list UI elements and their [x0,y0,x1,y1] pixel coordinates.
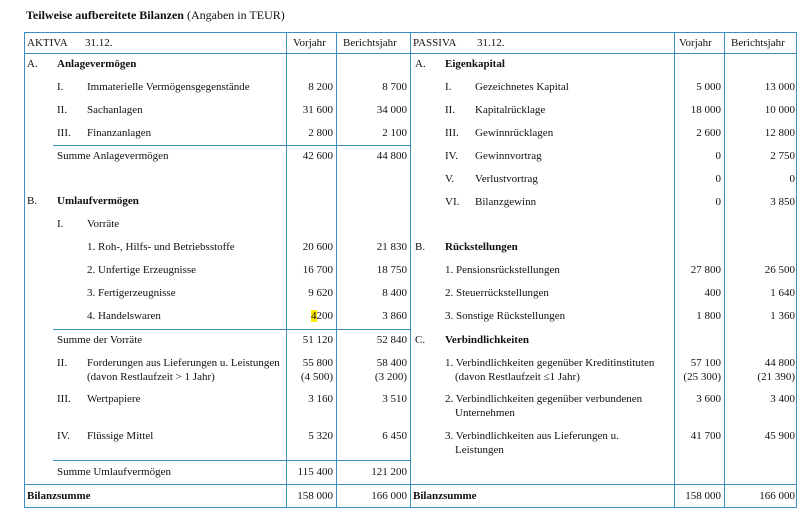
aktiva-wp-label: Wertpapiere [87,393,141,405]
passiva-vb1-prev1: 57 100 [690,357,721,369]
sum-uv-divider [53,460,410,461]
passiva-ek1-label: Gezeichnetes Kapital [475,81,569,93]
aktiva-v2-label: 2. Unfertige Erzeugnisse [87,264,197,276]
passiva-header-date: 31.12. [477,37,505,49]
passiva-rs3-prev: 1 800 [696,310,721,322]
aktiva-ford-prev1: 55 800 [302,357,333,369]
passiva-header-label: PASSIVA [413,37,457,49]
passiva-sec-a-letter: A. [415,58,426,70]
aktiva-v4-prev-rest: 200 [316,310,333,322]
passiva-vb3-label2: Leistungen [455,444,504,456]
aktiva-sec-b-name: Umlaufvermögen [57,195,139,207]
passiva-ek6-curr: 3 850 [770,196,795,208]
passiva-rs2-curr: 1 640 [770,287,795,299]
passiva-ek2-num: II. [445,104,456,116]
aktiva-sec-a-name: Anlagevermögen [57,58,137,70]
passiva-ek3-prev: 2 600 [696,127,721,139]
passiva-ek3-label: Gewinnrücklagen [475,127,554,139]
passiva-rs2-prev: 400 [704,287,721,299]
passiva-ek2-prev: 18 000 [690,104,721,116]
aktiva-vorraete-num: I. [57,218,64,230]
sum-av-divider [53,145,410,146]
aktiva-ford-curr1: 58 400 [376,357,407,369]
aktiva-ia2-label: Sachanlagen [87,104,143,116]
passiva-ek5-curr: 0 [789,173,795,185]
aktiva-v3-label: 3. Fertigerzeugnisse [87,287,176,299]
aktiva-v1-label: 1. Roh-, Hilfs- und Betriebsstoffe [87,241,235,253]
passiva-sec-c-letter: C. [415,334,426,346]
aktiva-v2-prev: 16 700 [302,264,333,276]
passiva-ek1-prev: 5 000 [696,81,721,93]
aktiva-ford-curr2: (3 200) [374,371,407,383]
passiva-ek1-num: I. [445,81,452,93]
aktiva-ford-num: II. [57,357,68,369]
aktiva-ford-label2: (davon Restlaufzeit > 1 Jahr) [87,371,215,383]
aktiva-sec-b-letter: B. [27,195,38,207]
passiva-ek2-curr: 10 000 [764,104,795,116]
aktiva-ia2-num: II. [57,104,68,116]
aktiva-header-date: 31.12. [85,37,113,49]
passiva-rs3-curr: 1 360 [770,310,795,322]
aktiva-wp-curr: 3 510 [382,393,407,405]
highlighted-digit: 4 [311,310,317,322]
passiva-vb2-curr: 3 400 [770,393,795,405]
aktiva-sum-uv-prev: 115 400 [297,466,333,478]
center-divider [410,32,411,508]
aktiva-fm-num: IV. [57,430,70,442]
aktiva-sum-vor-label: Summe der Vorräte [57,334,143,346]
aktiva-ia1-curr: 8 700 [382,81,407,93]
passiva-vb1-curr1: 44 800 [764,357,795,369]
aktiva-sec-a-letter: A. [27,58,38,70]
passiva-ek5-num: V. [445,173,455,185]
aktiva-ia3-num: III. [57,127,71,139]
passiva-sec-c-name: Verbindlichkeiten [445,334,529,346]
aktiva-sum-uv-label: Summe Umlaufvermögen [57,466,171,478]
aktiva-ia3-curr: 2 100 [382,127,407,139]
aktiva-v4-curr: 3 860 [382,310,407,322]
aktiva-header-curr: Berichtsjahr [343,37,397,49]
aktiva-v4-label: 4. Handelswaren [87,310,161,322]
page-title [26,8,285,23]
passiva-vb2-prev: 3 600 [696,393,721,405]
title-bold: Teilweise aufbereitete Bilanzen [26,8,184,22]
aktiva-v1-prev: 20 600 [302,241,333,253]
aktiva-sum-av-label: Summe Anlagevermögen [57,150,169,162]
passiva-sec-b-letter: B. [415,241,426,253]
aktiva-v3-curr: 8 400 [382,287,407,299]
passiva-ek4-label: Gewinnvortrag [475,150,542,162]
aktiva-bilanz-curr: 166 000 [371,490,407,502]
passiva-ek4-prev: 0 [715,150,721,162]
passiva-sec-b-name: Rückstellungen [445,241,518,253]
aktiva-ia2-prev: 31 600 [302,104,333,116]
passiva-header-curr: Berichtsjahr [731,37,785,49]
sum-vorraete-divider [53,329,410,330]
passiva-bilanz-curr: 166 000 [759,490,795,502]
passiva-sec-a-name: Eigenkapital [445,58,505,70]
aktiva-fm-prev: 5 320 [308,430,333,442]
aktiva-header-label: AKTIVA [27,37,68,49]
aktiva-sum-vor-prev: 51 120 [302,334,333,346]
passiva-ek3-curr: 12 800 [764,127,795,139]
aktiva-ia3-prev: 2 800 [308,127,333,139]
passiva-ek1-curr: 13 000 [764,81,795,93]
passiva-vb2-label1: 2. Verbindlichkeiten gegenüber verbundenen [445,393,643,405]
aktiva-header-prev: Vorjahr [293,37,326,49]
passiva-ek4-num: IV. [445,150,458,162]
aktiva-ia1-num: I. [57,81,64,93]
title-rest: (Angaben in TEUR) [186,8,285,22]
passiva-ek3-num: III. [445,127,459,139]
aktiva-vorraete-label: Vorräte [87,218,120,230]
passiva-ek6-num: VI. [445,196,460,208]
aktiva-v2-curr: 18 750 [376,264,407,276]
aktiva-sum-uv-curr: 121 200 [371,466,407,478]
passiva-rs1-curr: 26 500 [764,264,795,276]
passiva-vb1-label2: (davon Restlaufzeit ≤1 Jahr) [455,371,580,383]
aktiva-ford-label1: Forderungen aus Lieferungen u. Leistungen [87,357,280,369]
passiva-rs3-label: 3. Sonstige Rückstellungen [445,310,566,322]
passiva-ek6-prev: 0 [715,196,721,208]
aktiva-ia1-prev: 8 200 [308,81,333,93]
aktiva-ia1-label: Immaterielle Vermögensgegenstände [87,81,250,93]
aktiva-fm-curr: 6 450 [382,430,407,442]
passiva-vb1-prev2: (25 300) [683,371,721,383]
passiva-vb1-curr2: (21 390) [757,371,795,383]
aktiva-v4-prev [286,310,333,323]
passiva-vb3-prev: 41 700 [690,430,721,442]
aktiva-ia3-label: Finanzanlagen [87,127,152,139]
aktiva-v1-curr: 21 830 [376,241,407,253]
passiva-rs1-prev: 27 800 [690,264,721,276]
passiva-rs1-label: 1. Pensionsrückstellungen [445,264,560,276]
aktiva-bilanz-label: Bilanzsumme [27,490,91,502]
aktiva-sum-av-curr: 44 800 [376,150,407,162]
passiva-header-prev: Vorjahr [679,37,712,49]
passiva-ek5-prev: 0 [715,173,721,185]
aktiva-sum-av-prev: 42 600 [302,150,333,162]
passiva-vb3-label1: 3. Verbindlichkeiten aus Lieferungen u. [445,430,619,442]
passiva-ek2-label: Kapitalrücklage [475,104,546,116]
passiva-vb1-label1: 1. Verbindlichkeiten gegenüber Kreditinstituten [445,357,655,369]
passiva-ek5-label: Verlustvortrag [475,173,538,185]
passiva-vb2-label2: Unternehmen [455,407,515,419]
aktiva-ia2-curr: 34 000 [376,104,407,116]
passiva-ek4-curr: 2 750 [770,150,795,162]
aktiva-v3-prev: 9 620 [308,287,333,299]
aktiva-ford-prev2: (4 500) [300,371,333,383]
passiva-rs2-label: 2. Steuerrückstellungen [445,287,549,299]
passiva-bilanz-prev: 158 000 [685,490,721,502]
aktiva-wp-prev: 3 160 [308,393,333,405]
passiva-ek6-label: Bilanzgewinn [475,196,537,208]
aktiva-sum-vor-curr: 52 840 [376,334,407,346]
aktiva-wp-num: III. [57,393,71,405]
passiva-vb3-curr: 45 900 [764,430,795,442]
aktiva-bilanz-prev: 158 000 [297,490,333,502]
aktiva-fm-label: Flüssige Mittel [87,430,154,442]
passiva-bilanz-label: Bilanzsumme [413,490,477,502]
